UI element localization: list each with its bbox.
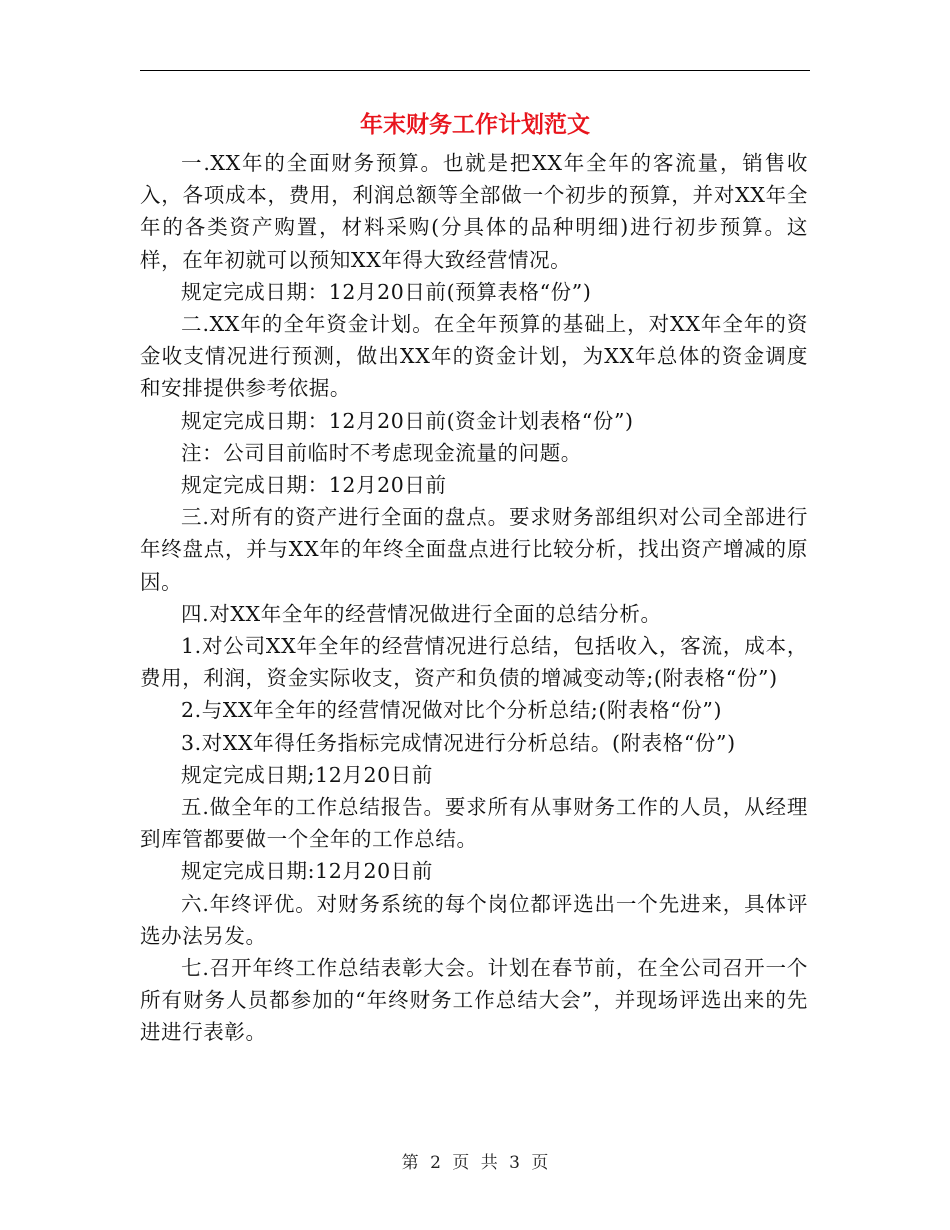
current-page-number: 2 bbox=[430, 1153, 441, 1173]
paragraph-deadline: 规定完成日期;12月20日前 bbox=[181, 762, 433, 787]
page-label: 第 bbox=[401, 1153, 419, 1173]
paragraph-subitem: 2.与XX年全年的经营情况做对比个分析总结;(附表格“份”) bbox=[181, 698, 723, 723]
header-rule bbox=[140, 70, 810, 71]
paragraph-inventory: 三.对所有的资产进行全面的盘点。要求财务部组织对公司全部进行年终盘点，并与XX年的年终全面盘点进行比较分析，找出资产增减的原因。 bbox=[140, 505, 808, 594]
page-number-footer bbox=[0, 1150, 950, 1176]
paragraph-deadline: 规定完成日期：12月20日前 bbox=[181, 473, 447, 498]
paragraph-summary-analysis: 四.对XX年全年的经营情况做进行全面的总结分析。 bbox=[181, 601, 662, 626]
paragraph-budget: 一.XX年的全面财务预算。也就是把XX年全年的客流量，销售收入，各项成本，费用，利润总额等全部做一个初步的预算，并对XX年全年的各类资产购置，材料采购(分具体的品种明细)进行初步预算。这样，在年初就可以预知XX年得大致经营情况。 bbox=[140, 151, 808, 272]
page-unit: 页 bbox=[452, 1153, 470, 1173]
paragraph-note: 注：公司目前临时不考虑现金流量的问题。 bbox=[181, 440, 582, 465]
paragraph-work-report: 五.做全年的工作总结报告。要求所有从事财务工作的人员，从经理到库管都要做一个全年的工作总结。 bbox=[140, 795, 808, 852]
paragraph-deadline: 规定完成日期：12月20日前(资金计划表格“份”) bbox=[181, 408, 634, 433]
paragraph-subitem: 3.对XX年得任务指标完成情况进行分析总结。(附表格“份”) bbox=[181, 730, 736, 755]
total-label: 共 bbox=[480, 1153, 498, 1173]
paragraph-meeting: 七.召开年终工作总结表彰大会。计划在春节前，在全公司召开一个所有财务人员都参加的“年终财务工作总结大会”，并现场评选出来的先进进行表彰。 bbox=[140, 956, 808, 1045]
total-page-count: 3 bbox=[509, 1153, 520, 1173]
total-unit: 页 bbox=[531, 1153, 549, 1173]
paragraph-deadline: 规定完成日期:12月20日前 bbox=[181, 859, 433, 884]
document-title: 年末财务工作计划范文 bbox=[360, 112, 590, 138]
paragraph-fund-plan: 二.XX年的全年资金计划。在全年预算的基础上，对XX年全年的资金收支情况进行预测，做出XX年的资金计划，为XX年总体的资金调度和安排提供参考依据。 bbox=[140, 312, 808, 401]
document-body bbox=[140, 147, 808, 1049]
paragraph-deadline: 规定完成日期：12月20日前(预算表格“份”) bbox=[181, 279, 592, 304]
paragraph-subitem: 1.对公司XX年全年的经营情况进行总结，包括收入，客流，成本，费用，利润，资金实际收支，资产和负债的增减变动等;(附表格“份”) bbox=[140, 634, 808, 691]
paragraph-evaluation: 六.年终评优。对财务系统的每个岗位都评选出一个先进来，具体评选办法另发。 bbox=[140, 891, 808, 948]
